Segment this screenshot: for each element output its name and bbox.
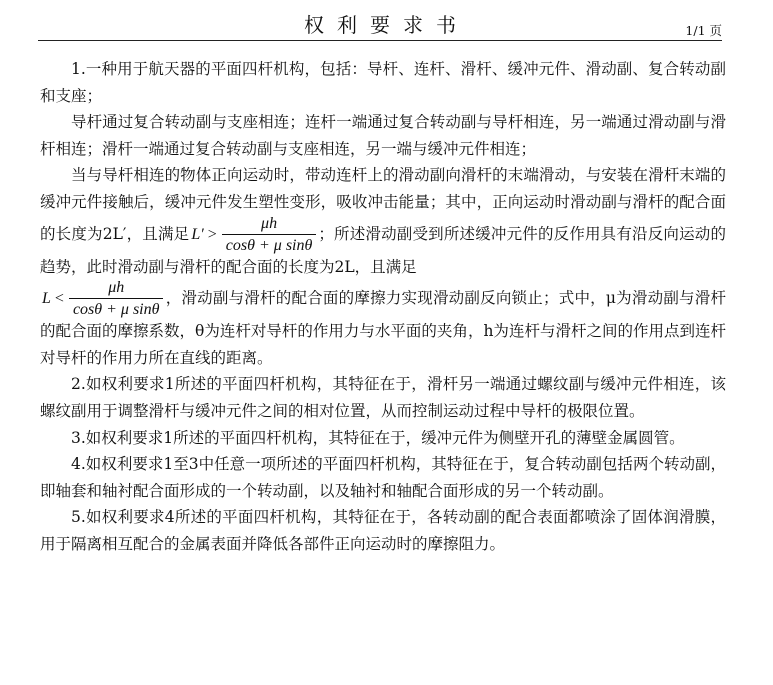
formula-forward-fraction bbox=[222, 216, 317, 254]
formula-forward-condition bbox=[191, 216, 316, 254]
claims-body bbox=[40, 56, 726, 558]
formula-reverse-lhs: L bbox=[42, 290, 51, 308]
formula-reverse-denominator: cosθ + μ sinθ bbox=[72, 301, 160, 319]
document-header bbox=[38, 0, 722, 41]
formula-forward-numerator: μh bbox=[222, 216, 317, 235]
formula-forward-lhs: L′ bbox=[191, 225, 204, 243]
claim-3: 3.如权利要求1所述的平面四杆机构，其特征在于，缓冲元件为侧壁开孔的薄壁金属圆管。 bbox=[71, 428, 685, 447]
claim-1-operation bbox=[40, 162, 726, 371]
claim-4: 4.如权利要求1至3中任意一项所述的平面四杆机构，其特征在于，复合转动副包括两个转动副，即轴套和轴衬配合面形成的一个转动副，以及轴衬和轴配合面形成的另一个转动副。 bbox=[40, 455, 726, 500]
claim-1-intro: 1.一种用于航天器的平面四杆机构，包括：导杆、连杆、滑杆、缓冲元件、滑动副、复合转动副和支座； bbox=[40, 60, 726, 105]
claim-1-connections: 导杆通过复合转动副与支座相连；连杆一端通过复合转动副与导杆相连，另一端通过滑动副与滑杆相连；滑杆一端通过复合转动副与支座相连，另一端与缓冲元件相连； bbox=[40, 113, 726, 158]
formula-forward-denominator: cosθ + μ sinθ bbox=[225, 236, 313, 254]
claim-5: 5.如权利要求4所述的平面四杆机构，其特征在于，各转动副的配合表面都喷涂了固体润滑膜，用于隔离相互配合的金属表面并降低各部件正向运动时的摩擦阻力。 bbox=[40, 508, 726, 553]
claim-1-operation-text-a: 当与导杆相连的物体正向运动时，带动连杆上的滑动副向滑杆的末端滑动，与安装在滑杆末端的缓冲元件接触后，缓冲元件发生塑性变形，吸收冲击能量；其中，正向运动时滑动副与滑杆的配合面的长度为2L′，且满足 bbox=[40, 166, 726, 243]
formula-reverse-numerator: μh bbox=[69, 280, 164, 299]
formula-reverse-operator: < bbox=[54, 290, 64, 308]
claim-2: 2.如权利要求1所述的平面四杆机构，其特征在于，滑杆另一端通过螺纹副与缓冲元件相连，该螺纹副用于调整滑杆与缓冲元件之间的相对位置，从而控制运动过程中导杆的极限位置。 bbox=[40, 375, 726, 420]
formula-reverse-fraction bbox=[69, 280, 164, 318]
formula-reverse-condition bbox=[42, 280, 163, 318]
claim-1-operation-text-b: ；所述滑动副受到所述缓冲元件的反作用具有沿反向运动的趋势，此时滑动副与滑杆的配合面的长度为2L，且满足 bbox=[40, 224, 726, 276]
formula-forward-operator: > bbox=[207, 225, 217, 243]
page-number: 1/1 页 bbox=[685, 23, 722, 38]
document-title: 权利要求书 bbox=[304, 13, 469, 37]
claim-1-operation-text-c: ，滑动副与滑杆的配合面的摩擦力实现滑动副反向锁止；式中，μ为滑动副与滑杆的配合面的摩擦系数，θ为连杆对导杆的作用力与水平面的夹角，h为连杆与滑杆之间的作用点到连杆对导杆的作用力所在直线的距离。 bbox=[40, 289, 726, 367]
